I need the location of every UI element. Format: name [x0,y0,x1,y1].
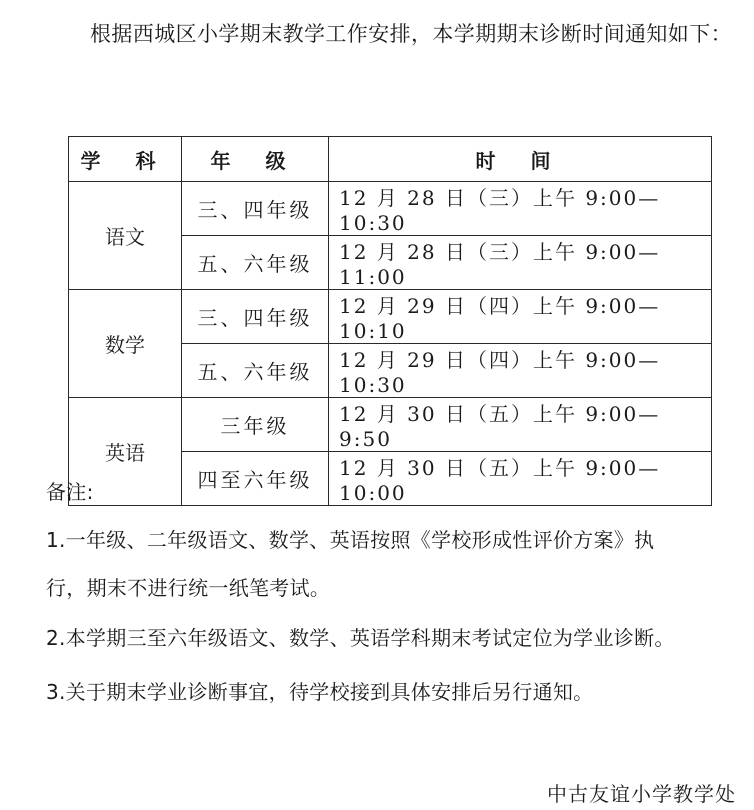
subject-cell: 语文 [69,182,182,290]
header-subject: 学 科 [69,137,182,182]
grade-cell: 五、六年级 [182,236,329,290]
header-grade: 年 级 [182,137,329,182]
note-item-2: 2.本学期三至六年级语文、数学、英语学科期末考试定位为学业诊断。 [46,626,675,650]
note-item-1-line-2: 行，期末不进行统一纸笔考试。 [46,576,331,600]
note-item-3: 3.关于期末学业诊断事宜，待学校接到具体安排后另行通知。 [46,680,594,704]
subject-cell: 数学 [69,290,182,398]
grade-cell: 三、四年级 [182,182,329,236]
subject-cell: 英语 [69,398,182,506]
table-row [69,182,712,236]
grade-cell: 三年级 [182,398,329,452]
grade-cell: 四至六年级 [182,452,329,506]
table-row [69,290,712,344]
notes-title: 备注: [46,480,94,504]
time-cell: 12 月 28 日（三）上午 9:00—10:30 [329,182,712,236]
grade-cell: 三、四年级 [182,290,329,344]
time-cell: 12 月 30 日（五）上午 9:00—9:50 [329,398,712,452]
table-header-row [69,137,712,182]
time-cell: 12 月 28 日（三）上午 9:00—11:00 [329,236,712,290]
table-row [69,398,712,452]
time-cell: 12 月 30 日（五）上午 9:00—10:00 [329,452,712,506]
exam-schedule-table [68,136,712,506]
header-time: 时 间 [329,137,712,182]
time-cell: 12 月 29 日（四）上午 9:00—10:30 [329,344,712,398]
time-cell: 12 月 29 日（四）上午 9:00—10:10 [329,290,712,344]
note-item-1-line-1: 1.一年级、二年级语文、数学、英语按照《学校形成性评价方案》执 [46,528,655,552]
signature: 中古友谊小学教学处 [547,782,736,806]
grade-cell: 五、六年级 [182,344,329,398]
intro-paragraph: 根据西城区小学期末教学工作安排，本学期期末诊断时间通知如下： [90,22,732,46]
